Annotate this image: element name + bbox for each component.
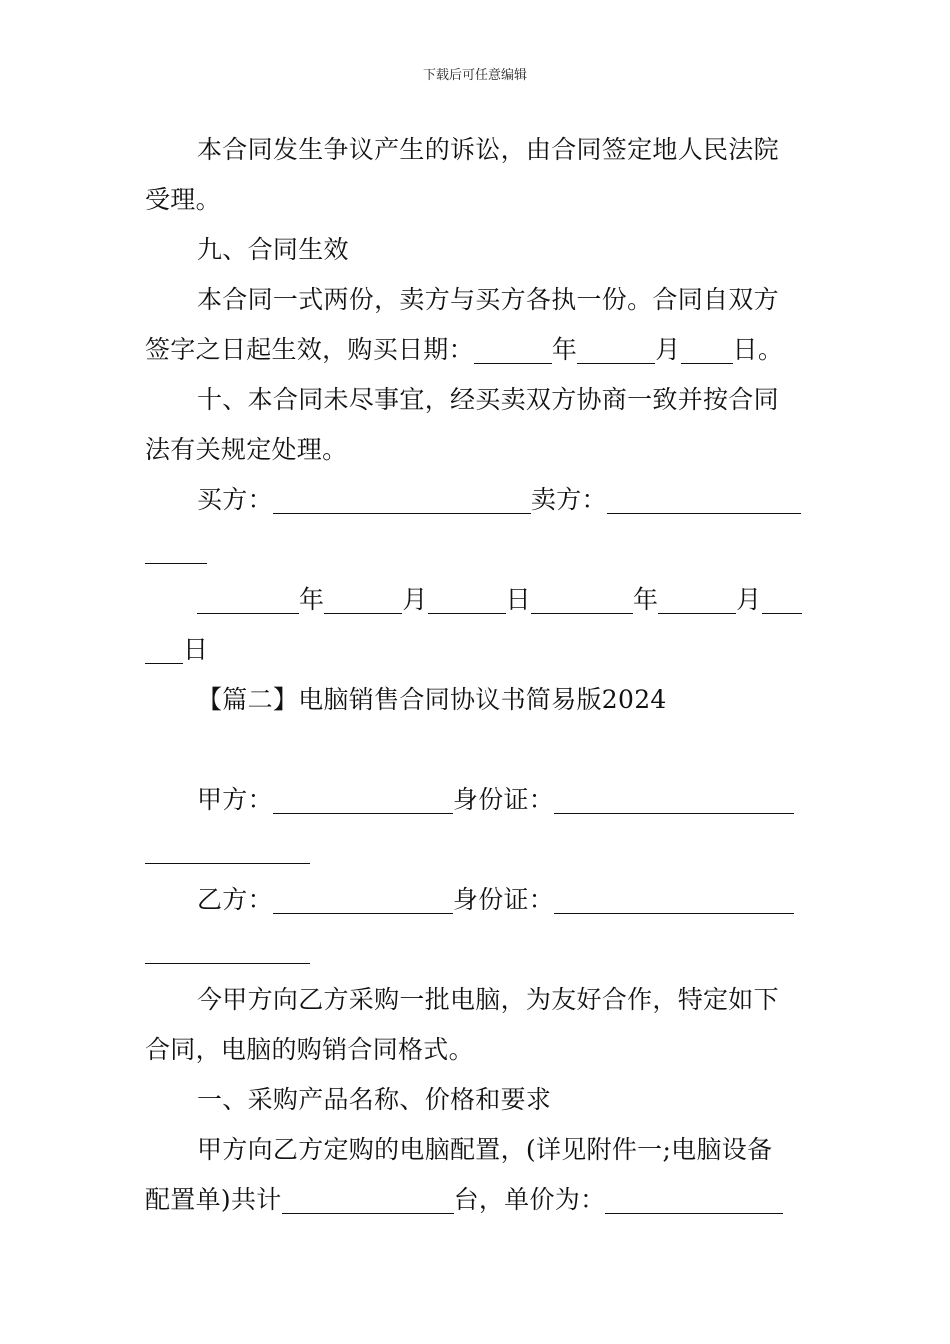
paragraph-line: 本合同一式两份，卖方与买方各执一份。合同自双方 [197, 285, 779, 314]
fill-blank [531, 583, 633, 614]
fill-blank [273, 783, 453, 814]
page-header: 下载后可任意编辑 [422, 68, 527, 83]
paragraph-line [145, 325, 807, 375]
section-title: 【篇二】电脑销售合同协议书简易版2024 [197, 685, 667, 714]
paragraph-line: 本合同发生争议产生的诉讼，由合同签定地人民法院 [197, 135, 779, 164]
fill-blank [474, 333, 552, 364]
fill-blank [554, 783, 794, 814]
paragraph-line: 合同，电脑的购销合同格式。 [145, 1035, 474, 1064]
seller-label: 卖方： [530, 485, 607, 514]
fill-blank [681, 333, 733, 364]
paragraph-line: 受理。 [145, 185, 221, 214]
quantity-label: 配置单)共计 [145, 1185, 282, 1214]
date-line-continued [145, 625, 807, 675]
section-heading-1: 一、采购产品名称、价格和要求 [197, 1085, 552, 1114]
party-b-line-continued [145, 925, 807, 975]
day-label: 日 [505, 585, 531, 614]
signature-line-continued [145, 525, 807, 575]
paragraph-line [145, 1175, 807, 1225]
paragraph-line: 今甲方向乙方采购一批电脑，为友好合作，特定如下 [197, 985, 779, 1014]
section-heading-9: 九、合同生效 [197, 235, 349, 264]
id-label: 身份证： [452, 785, 555, 814]
fill-blank [282, 1183, 454, 1214]
fill-blank [273, 883, 453, 914]
fill-blank [145, 533, 207, 564]
party-b-line [145, 875, 807, 925]
month-label: 月 [655, 335, 681, 364]
fill-blank [428, 583, 506, 614]
id-label: 身份证： [452, 885, 555, 914]
fill-blank [658, 583, 736, 614]
year-label: 年 [551, 335, 578, 364]
day-label: 日 [183, 635, 209, 664]
signature-line [145, 475, 807, 525]
day-label: 日。 [732, 335, 784, 364]
buyer-label: 买方： [197, 485, 273, 514]
month-label: 月 [402, 585, 428, 614]
fill-blank [605, 1183, 783, 1214]
fill-blank [145, 933, 310, 964]
party-b-label: 乙方： [197, 885, 273, 914]
paragraph-line: 法有关规定处理。 [145, 435, 348, 464]
fill-blank [197, 583, 299, 614]
fill-blank [607, 483, 801, 514]
party-a-line-continued [145, 825, 807, 875]
year-label: 年 [632, 585, 659, 614]
fill-blank [324, 583, 402, 614]
party-a-label: 甲方： [197, 785, 273, 814]
paragraph-line: 十、本合同未尽事宜，经买卖双方协商一致并按合同 [197, 385, 779, 414]
fill-blank [145, 633, 183, 664]
party-a-line [145, 775, 807, 825]
paragraph-line: 甲方向乙方定购的电脑配置，(详见附件一;电脑设备 [197, 1135, 773, 1164]
year-label: 年 [299, 585, 325, 614]
date-line [145, 575, 807, 625]
date-label: 签字之日起生效，购买日期： [145, 335, 474, 364]
fill-blank [273, 483, 531, 514]
price-label: 台，单价为： [453, 1185, 606, 1214]
document-body [145, 125, 807, 1225]
fill-blank [577, 333, 655, 364]
fill-blank [554, 883, 794, 914]
fill-blank [145, 833, 310, 864]
fill-blank [762, 583, 802, 614]
month-label: 月 [736, 585, 762, 614]
